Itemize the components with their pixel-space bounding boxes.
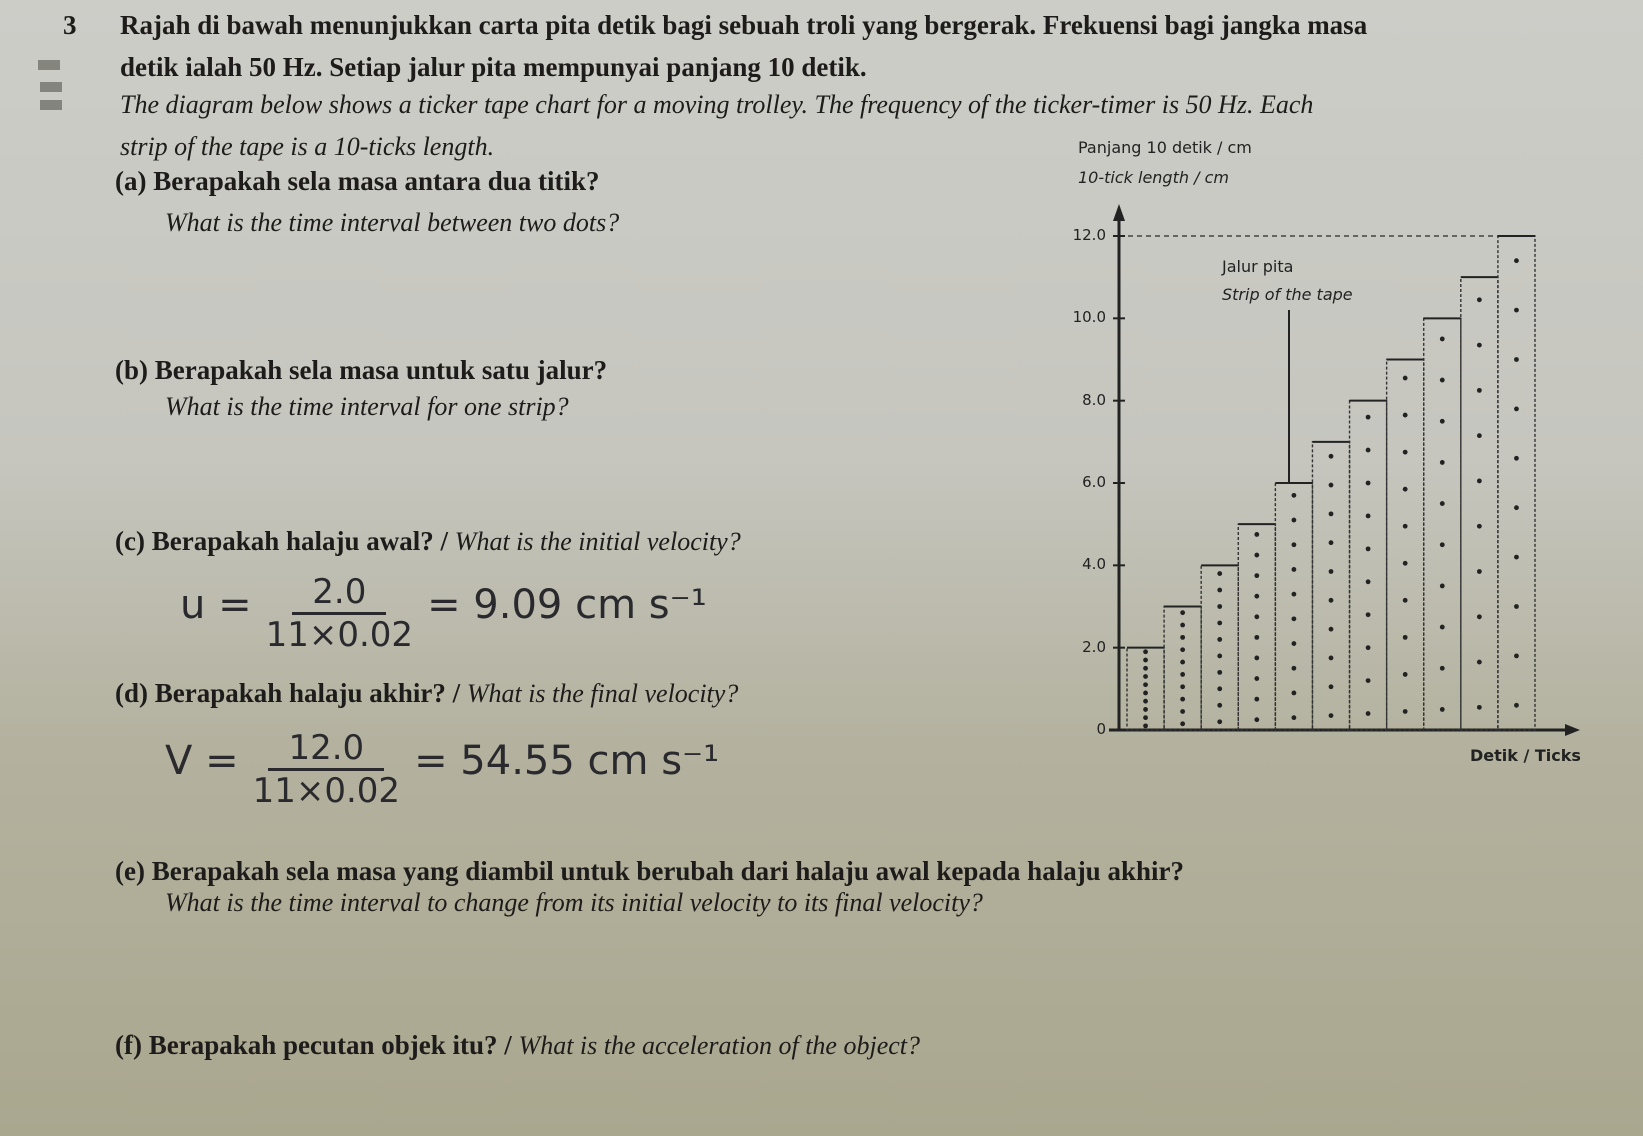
tape-dot bbox=[1366, 514, 1371, 519]
tape-dot bbox=[1440, 337, 1445, 342]
tape-dot bbox=[1292, 641, 1297, 646]
tape-dot bbox=[1180, 635, 1185, 640]
tape-dot bbox=[1440, 584, 1445, 589]
tape-dot bbox=[1254, 676, 1259, 681]
tape-dot bbox=[1254, 594, 1259, 599]
tape-dot bbox=[1143, 691, 1148, 696]
x-axis-arrow-icon bbox=[1565, 724, 1580, 736]
tape-dot bbox=[1477, 297, 1482, 302]
tape-dot bbox=[1440, 707, 1445, 712]
y-tick-label: 6.0 bbox=[1082, 473, 1106, 491]
tape-dot bbox=[1254, 635, 1259, 640]
tape-dot bbox=[1180, 672, 1185, 677]
tape-dot bbox=[1440, 419, 1445, 424]
tape-dot bbox=[1440, 378, 1445, 383]
tape-dot bbox=[1366, 415, 1371, 420]
part-b-ms: (b) Berapakah sela masa untuk satu jalur? bbox=[115, 355, 608, 385]
tape-dot bbox=[1477, 705, 1482, 710]
tape-dot bbox=[1217, 670, 1222, 675]
tape-dot bbox=[1143, 658, 1148, 663]
tape-dot bbox=[1254, 656, 1259, 661]
tape-dot bbox=[1254, 697, 1259, 702]
tape-dot bbox=[1180, 623, 1185, 628]
tape-dot bbox=[1329, 511, 1334, 516]
tape-dot bbox=[1477, 524, 1482, 529]
tape-dot bbox=[1366, 546, 1371, 551]
chart-ylabel-en: 10-tick length / cm bbox=[1078, 168, 1229, 187]
chart-annotation-en: Strip of the tape bbox=[1222, 285, 1353, 304]
tape-dot bbox=[1440, 542, 1445, 547]
tape-dot bbox=[1292, 518, 1297, 523]
chart-annotation-ms: Jalur pita bbox=[1222, 257, 1294, 276]
tape-dot bbox=[1143, 674, 1148, 679]
part-a-en: What is the time interval between two dots? bbox=[165, 208, 620, 237]
tape-dot bbox=[1514, 505, 1519, 510]
tape-dot bbox=[1440, 625, 1445, 630]
tape-dot bbox=[1403, 450, 1408, 455]
answer-c-handwritten: u = $\frac{2.0}{11\times 0.02}$ = 9.09 cm s⁻¹ bbox=[180, 572, 707, 655]
intro-ms-line1: Rajah di bawah menunjukkan carta pita detik bagi sebuah troli yang bergerak. Frekuensi bagi jangka masa bbox=[120, 10, 1368, 40]
tape-dot bbox=[1180, 684, 1185, 689]
tape-dot bbox=[1477, 614, 1482, 619]
tape-dot bbox=[1366, 645, 1371, 650]
y-axis-arrow-icon bbox=[1113, 204, 1125, 221]
tape-dot bbox=[1329, 540, 1334, 545]
tape-dot bbox=[1217, 604, 1222, 609]
part-a-ms: (a) Berapakah sela masa antara dua titik? bbox=[115, 166, 600, 196]
tape-dot bbox=[1366, 579, 1371, 584]
tape-dot bbox=[1292, 493, 1297, 498]
tape-dot bbox=[1514, 555, 1519, 560]
part-b-en: What is the time interval for one strip? bbox=[165, 392, 569, 421]
tape-dot bbox=[1292, 715, 1297, 720]
tape-dot bbox=[1143, 707, 1148, 712]
tape-dot bbox=[1292, 666, 1297, 671]
tape-dot bbox=[1440, 501, 1445, 506]
tape-dot bbox=[1292, 542, 1297, 547]
chart-ylabel-ms: Panjang 10 detik / cm bbox=[1078, 138, 1252, 157]
tape-dot bbox=[1477, 388, 1482, 393]
tape-dot bbox=[1180, 610, 1185, 615]
tape-dot bbox=[1292, 592, 1297, 597]
question-number: 3 bbox=[63, 10, 77, 40]
tape-dot bbox=[1329, 656, 1334, 661]
tape-dot bbox=[1254, 717, 1259, 722]
tape-dot bbox=[1143, 666, 1148, 671]
tape-dot bbox=[1143, 715, 1148, 720]
tape-dot bbox=[1217, 621, 1222, 626]
answer-d-handwritten: V = $\frac{12.0}{11\times 0.02}$ = 54.55 cm s⁻¹ bbox=[165, 728, 720, 811]
tape-dot bbox=[1329, 598, 1334, 603]
tape-dot bbox=[1217, 703, 1222, 708]
tape-dot bbox=[1366, 448, 1371, 453]
y-tick-label: 10.0 bbox=[1072, 308, 1106, 327]
tape-dot bbox=[1514, 456, 1519, 461]
tape-dot bbox=[1292, 691, 1297, 696]
tape-dot bbox=[1143, 723, 1148, 728]
tape-dot bbox=[1366, 612, 1371, 617]
tape-dot bbox=[1403, 376, 1408, 381]
tape-dot bbox=[1366, 711, 1371, 716]
tape-dot bbox=[1254, 614, 1259, 619]
tape-dot bbox=[1254, 532, 1259, 537]
y-tick-label: 4.0 bbox=[1082, 555, 1106, 574]
tape-dot bbox=[1217, 686, 1222, 691]
tape-dot bbox=[1254, 573, 1259, 578]
tape-dot bbox=[1366, 481, 1371, 486]
tape-dot bbox=[1440, 666, 1445, 671]
tape-dot bbox=[1514, 407, 1519, 412]
tape-dot bbox=[1143, 682, 1148, 687]
y-tick-label: 2.0 bbox=[1082, 637, 1106, 656]
part-e-ms: (e) Berapakah sela masa yang diambil untuk berubah dari halaju awal kepada halaju akhir? bbox=[115, 856, 1184, 886]
tape-dot bbox=[1217, 571, 1222, 576]
y-tick-label: 0 bbox=[1096, 720, 1106, 738]
y-tick-label: 12.0 bbox=[1072, 226, 1106, 244]
tape-dot bbox=[1217, 637, 1222, 642]
tape-dot bbox=[1477, 660, 1482, 665]
tape-dot bbox=[1180, 721, 1185, 726]
tape-dot bbox=[1514, 258, 1519, 263]
tape-dot bbox=[1514, 308, 1519, 313]
tape-dot bbox=[1180, 697, 1185, 702]
tape-dot bbox=[1403, 561, 1408, 566]
tape-dot bbox=[1514, 357, 1519, 362]
tape-dot bbox=[1403, 709, 1408, 714]
y-tick-label: 8.0 bbox=[1082, 390, 1106, 409]
tape-dot bbox=[1329, 483, 1334, 488]
tape-dot bbox=[1403, 487, 1408, 492]
tape-dot bbox=[1329, 713, 1334, 718]
tape-dot bbox=[1514, 703, 1519, 708]
tape-dot bbox=[1366, 678, 1371, 683]
tape-dot bbox=[1254, 553, 1259, 558]
tape-dot bbox=[1180, 660, 1185, 665]
tape-dot bbox=[1329, 684, 1334, 689]
tape-dot bbox=[1217, 654, 1222, 659]
tape-dot bbox=[1180, 709, 1185, 714]
tape-dot bbox=[1329, 454, 1334, 459]
tape-dot bbox=[1477, 569, 1482, 574]
tape-dot bbox=[1143, 699, 1148, 704]
tape-dot bbox=[1329, 627, 1334, 632]
tape-dot bbox=[1440, 460, 1445, 465]
tape-dot bbox=[1477, 479, 1482, 484]
chart-xlabel: Detik / Ticks bbox=[1470, 746, 1581, 765]
tape-dot bbox=[1514, 604, 1519, 609]
intro-ms-line2: detik ialah 50 Hz. Setiap jalur pita mempunyai panjang 10 detik. bbox=[120, 52, 867, 82]
tape-dot bbox=[1403, 413, 1408, 418]
tape-dot bbox=[1180, 647, 1185, 652]
part-e-en: What is the time interval to change from its initial velocity to its final velocity? bbox=[165, 888, 983, 917]
tape-dot bbox=[1217, 588, 1222, 593]
tape-dot bbox=[1477, 433, 1482, 438]
intro-en-line2: strip of the tape is a 10-ticks length. bbox=[120, 132, 495, 161]
intro-en-line1: The diagram below shows a ticker tape chart for a moving trolley. The frequency of the ticker-timer is 50 Hz. Each bbox=[120, 90, 1314, 119]
tape-dot bbox=[1403, 598, 1408, 603]
tape-dot bbox=[1477, 343, 1482, 348]
tape-dot bbox=[1217, 719, 1222, 724]
tape-dot bbox=[1403, 672, 1408, 677]
part-f: (f) Berapakah pecutan objek itu? / What is the acceleration of the object? bbox=[115, 1030, 920, 1060]
tape-dot bbox=[1514, 654, 1519, 659]
part-d: (d) Berapakah halaju akhir? / What is the final velocity? bbox=[115, 678, 739, 708]
tape-dot bbox=[1329, 569, 1334, 574]
tape-dot bbox=[1143, 649, 1148, 654]
tape-dot bbox=[1292, 616, 1297, 621]
tape-dot bbox=[1292, 567, 1297, 572]
tape-dot bbox=[1403, 635, 1408, 640]
tape-dot bbox=[1403, 524, 1408, 529]
part-c: (c) Berapakah halaju awal? / What is the initial velocity? bbox=[115, 526, 741, 556]
